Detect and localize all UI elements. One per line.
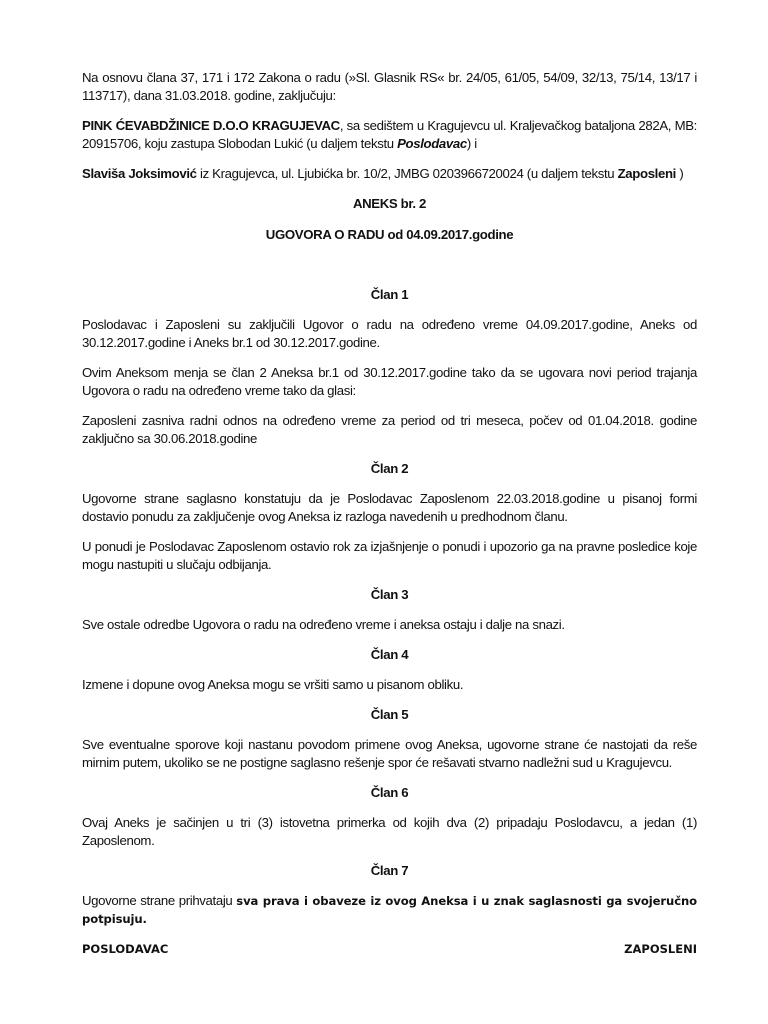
article-7-text-start: Ugovorne strane prihvataju xyxy=(82,893,237,908)
article-5-paragraph: Sve eventualne sporove koji nastanu povodom primene ovog Aneksa, ugovorne strane će nastojati da reše mirnim putem, ukoliko se ne postigne saglasno rešenje spor će rešavati stvarno nadležni sud u Kragujevcu. xyxy=(82,737,697,770)
article-6-heading: Član 6 xyxy=(370,785,409,800)
intro-paragraph: Na osnovu člana 37, 171 i 172 Zakona o radu (»Sl. Glasnik RS« br. 24/05, 61/05, 54/09, 32/13, 75/14, 13/17 i 113717), dana 31.03.2018. godine, zaključuju: xyxy=(82,70,697,103)
article-1-heading: Član 1 xyxy=(370,287,409,302)
article-4-paragraph: Izmene i dopune ovog Aneksa mogu se vršiti samo u pisanom obliku. xyxy=(82,677,464,692)
article-7-paragraph xyxy=(82,892,697,928)
article-1-paragraph: Poslodavac i Zaposleni su zaključili Ugovor o radu na određeno vreme 04.09.2017.godine, Aneks od 30.12.2017.godine i Aneks br.1 od 30.12.2017.godine. xyxy=(82,317,697,350)
contract-title: UGOVORA O RADU od 04.09.2017.godine xyxy=(265,227,514,242)
article-5-heading: Član 5 xyxy=(370,707,409,722)
article-6-paragraph: Ovaj Aneks je sačinjen u tri (3) istovetna primerka od kojih dva (2) pripadaju Poslodavcu, a jedan (1) Zaposlenom. xyxy=(82,815,697,848)
article-2-heading: Član 2 xyxy=(370,461,409,476)
article-7-heading: Član 7 xyxy=(370,863,409,878)
article-1-paragraph: Ovim Aneksom menja se član 2 Aneksa br.1 od 30.12.2017.godine tako da se ugovara novi period trajanja Ugovora o radu na određeno vreme tako da glasi: xyxy=(82,365,697,398)
signature-employer-label: POSLODAVAC xyxy=(82,942,169,956)
signature-employee-label: ZAPOSLENI xyxy=(624,942,697,956)
article-2-paragraph: Ugovorne strane saglasno konstatuju da je Poslodavac Zaposlenom 22.03.2018.godine u pisanoj formi dostavio ponudu za zaključenje ovog Aneksa iz razloga navedenih u predhodnom članu. xyxy=(82,491,697,524)
article-1-paragraph: Zaposleni zasniva radni odnos na određeno vreme za period od tri meseca, počev od 01.04.2018. godine zaključno sa 30.06.2018.godine xyxy=(82,413,697,446)
article-7-text-bold: sva prava i obaveze iz ovog Aneksa i u znak saglasnosti ga svojeručno potpisuju. xyxy=(82,894,697,926)
employee-suffix: ) xyxy=(676,166,684,181)
employer-details: , sa sedištem u Kragujevcu ul. Kraljevačkog bataljona 282A, MB: 20915706, koju zastupa Slobodan Lukić (u daljem tekstu xyxy=(82,118,698,151)
article-2-paragraph: U ponudi je Poslodavac Zaposlenom ostavio rok za izjašnjenje o ponudi i upozorio ga na pravne posledice koje mogu nastupiti u slučaju odbijanja. xyxy=(82,539,697,572)
article-4-heading: Član 4 xyxy=(370,647,409,662)
employee-role: Zaposleni xyxy=(617,166,676,181)
document-body xyxy=(82,69,697,958)
article-3-heading: Član 3 xyxy=(370,587,409,602)
employee-name: Slaviša Joksimović xyxy=(82,166,197,181)
employee-paragraph xyxy=(82,165,697,183)
employer-paragraph xyxy=(82,117,697,153)
employer-role: Poslodavac xyxy=(397,136,467,151)
article-3-paragraph: Sve ostale odredbe Ugovora o radu na određeno vreme i aneksa ostaju i dalje na snazi. xyxy=(82,617,565,632)
employer-name: PINK ĆEVABDŽINICE D.O.O KRAGUJEVAC xyxy=(82,118,340,133)
aneks-title: ANEKS br. 2 xyxy=(352,196,427,211)
signature-row xyxy=(82,940,697,958)
employee-details: iz Kragujevca, ul. Ljubićka br. 10/2, JMBG 0203966720024 (u daljem tekstu xyxy=(196,166,618,181)
employer-suffix: ) i xyxy=(466,136,477,151)
